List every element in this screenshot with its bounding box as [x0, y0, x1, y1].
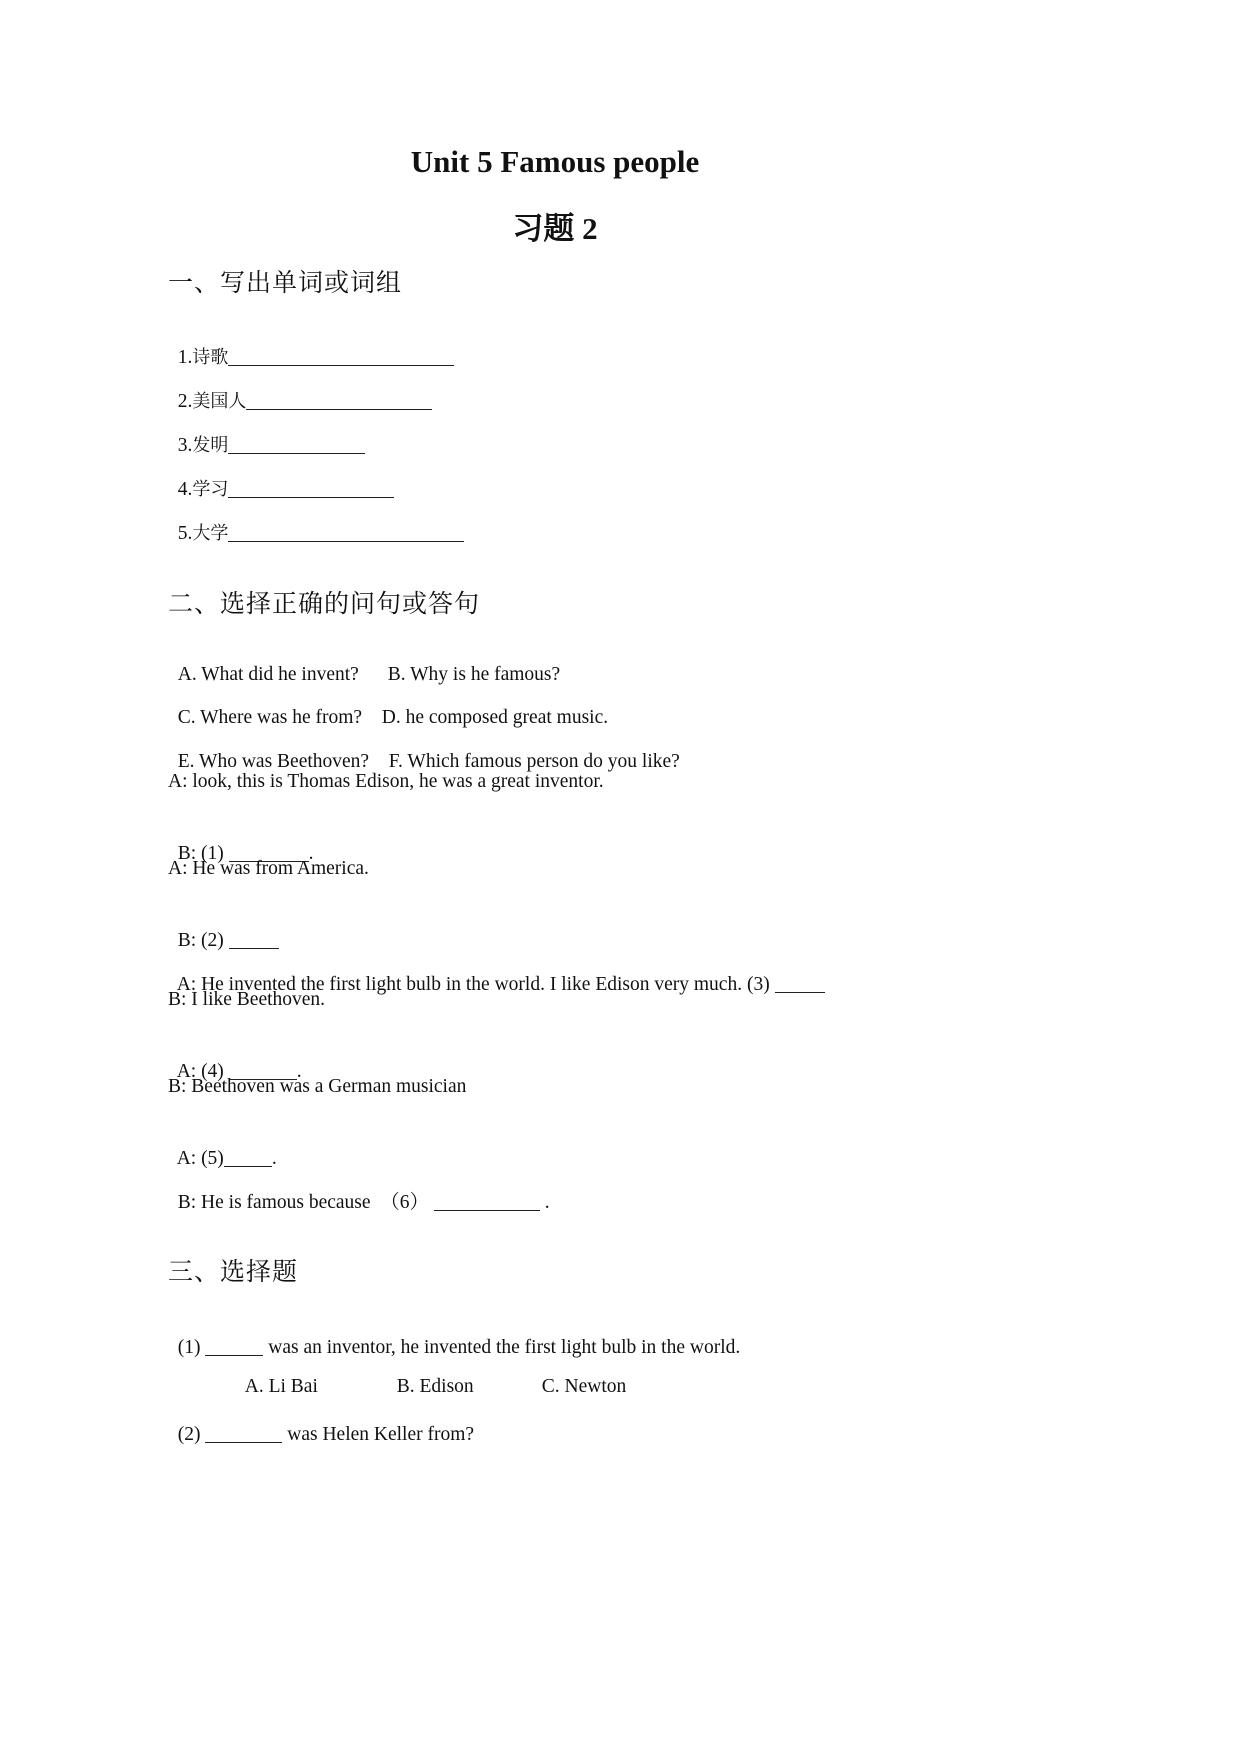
item-number: 3. — [177, 435, 193, 456]
option-e: E. Who was Beethoven? — [177, 751, 370, 772]
section-3-heading: 三、选择题 — [168, 1257, 299, 1286]
item-prompt: 美国人 — [192, 391, 247, 412]
question-2 — [168, 1395, 474, 1447]
option-row-2 — [168, 682, 608, 730]
choice-b[interactable]: B. Edison — [396, 1376, 474, 1397]
item-prompt: 大学 — [192, 523, 229, 544]
item-prompt: 诗歌 — [192, 347, 229, 368]
option-b: B. Why is he famous? — [387, 664, 561, 685]
answer-blank[interactable] — [228, 521, 464, 542]
section-2-heading: 二、选择正确的问句或答句 — [168, 589, 481, 618]
question-2-blank[interactable] — [205, 1422, 282, 1443]
dialogue-text: B: (2) — [177, 930, 229, 951]
vocab-item-5 — [168, 494, 464, 546]
section-1-heading: 一、写出单词或词组 — [168, 268, 403, 297]
answer-blank-6[interactable] — [434, 1190, 540, 1211]
question-number: (2) — [177, 1424, 206, 1445]
item-number: 5. — [177, 523, 193, 544]
item-number: 4. — [177, 479, 193, 500]
dialogue-text: . — [296, 1061, 302, 1082]
question-text: was Helen Keller from? — [282, 1424, 475, 1445]
question-number: (1) — [177, 1337, 206, 1358]
dialogue-text: . — [308, 843, 314, 864]
dialogue-text: A: (5) — [176, 1148, 224, 1169]
choice-a[interactable]: A. Li Bai — [244, 1376, 318, 1397]
item-number: 1. — [177, 347, 193, 368]
dialogue-text: . — [271, 1148, 277, 1169]
choice-c[interactable]: C. Newton — [541, 1376, 627, 1397]
dialogue-line-1: A: look, this is Thomas Edison, he was a great inventor. — [168, 771, 604, 792]
dialogue-line-8: B: Beethoven was a German musician — [168, 1076, 467, 1097]
question-text: was an inventor, he invented the first light bulb in the world. — [263, 1337, 741, 1358]
option-row-3 — [168, 726, 680, 774]
option-f: F. Which famous person do you like? — [388, 751, 680, 772]
dialogue-line-3: A: He was from America. — [168, 858, 369, 879]
dialogue-text: A: (4) — [176, 1061, 229, 1082]
option-d: D. he composed great music. — [381, 707, 609, 728]
question-1-choices — [235, 1351, 626, 1399]
option-a: A. What did he invent? — [177, 664, 359, 685]
item-prompt: 学习 — [192, 479, 229, 500]
dialogue-text: B: He is famous because （6） — [177, 1192, 434, 1213]
dialogue-line-10 — [168, 1163, 550, 1215]
option-row-1 — [168, 639, 560, 687]
worksheet-title: Unit 5 Famous people — [410, 144, 700, 179]
dialogue-line-6: B: I like Beethoven. — [168, 989, 326, 1010]
dialogue-text: B: (1) — [177, 843, 229, 864]
item-prompt: 发明 — [192, 435, 229, 456]
dialogue-text: . — [539, 1192, 550, 1213]
dialogue-text: A: He invented the first light bulb in the world. I like Edison very much. (3) — [176, 974, 775, 995]
worksheet-subtitle: 习题 2 — [512, 211, 598, 246]
option-c: C. Where was he from? — [177, 707, 363, 728]
answer-blank-3[interactable] — [775, 972, 825, 993]
item-number: 2. — [177, 391, 193, 412]
